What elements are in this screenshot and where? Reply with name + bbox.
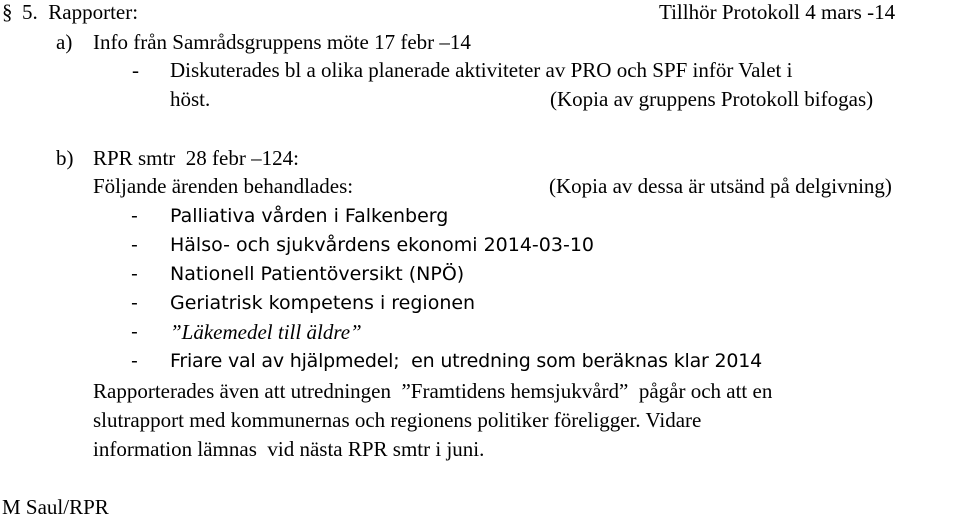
item-a-title: Info från Samrådsgruppens möte 17 febr –14 — [93, 30, 471, 54]
item-b-note: (Kopia av dessa är utsänd på delgivning) — [549, 174, 892, 198]
signature: M Saul/RPR — [2, 495, 109, 519]
list-dash: - — [131, 205, 138, 227]
report-line: information lämnas vid nästa RPR smtr i juni. — [93, 437, 485, 461]
list-dash: - — [131, 292, 138, 314]
list-item: Palliativa vården i Falkenberg — [170, 205, 449, 227]
report-line: Rapporterades även att utredningen ”Framtidens hemsjukvård” pågår och att en — [93, 379, 773, 403]
list-item: Nationell Patientöversikt (NPÖ) — [170, 263, 465, 285]
item-a-text-line2: höst. — [170, 87, 211, 111]
section-symbol: § — [2, 0, 13, 24]
item-b-label: b) — [56, 146, 74, 170]
item-b-intro: Följande ärenden behandlades: — [93, 174, 354, 198]
list-item: Friare val av hjälpmedel; en utredning som beräknas klar 2014 — [170, 350, 763, 372]
item-a-text-line1: Diskuterades bl a olika planerade aktiviteter av PRO och SPF inför Valet i — [170, 58, 793, 82]
list-item: Geriatrisk kompetens i regionen — [170, 292, 476, 314]
section-heading: 5. Rapporter: — [22, 0, 139, 24]
list-dash: - — [131, 234, 138, 256]
item-a-label: a) — [56, 30, 73, 54]
list-item: ”Läkemedel till äldre” — [170, 320, 362, 344]
list-dash: - — [131, 350, 138, 372]
list-item: Hälso- och sjukvårdens ekonomi 2014-03-10 — [170, 234, 595, 256]
protocol-reference: Tillhör Protokoll 4 mars -14 — [659, 0, 896, 24]
list-dash: - — [131, 263, 138, 285]
item-a-note: (Kopia av gruppens Protokoll bifogas) — [550, 87, 874, 111]
item-b-title: RPR smtr 28 febr –124: — [93, 146, 299, 170]
report-line: slutrapport med kommunernas och regionens politiker föreligger. Vidare — [93, 408, 702, 432]
item-a-dash: - — [132, 58, 139, 82]
list-dash: - — [131, 321, 138, 343]
